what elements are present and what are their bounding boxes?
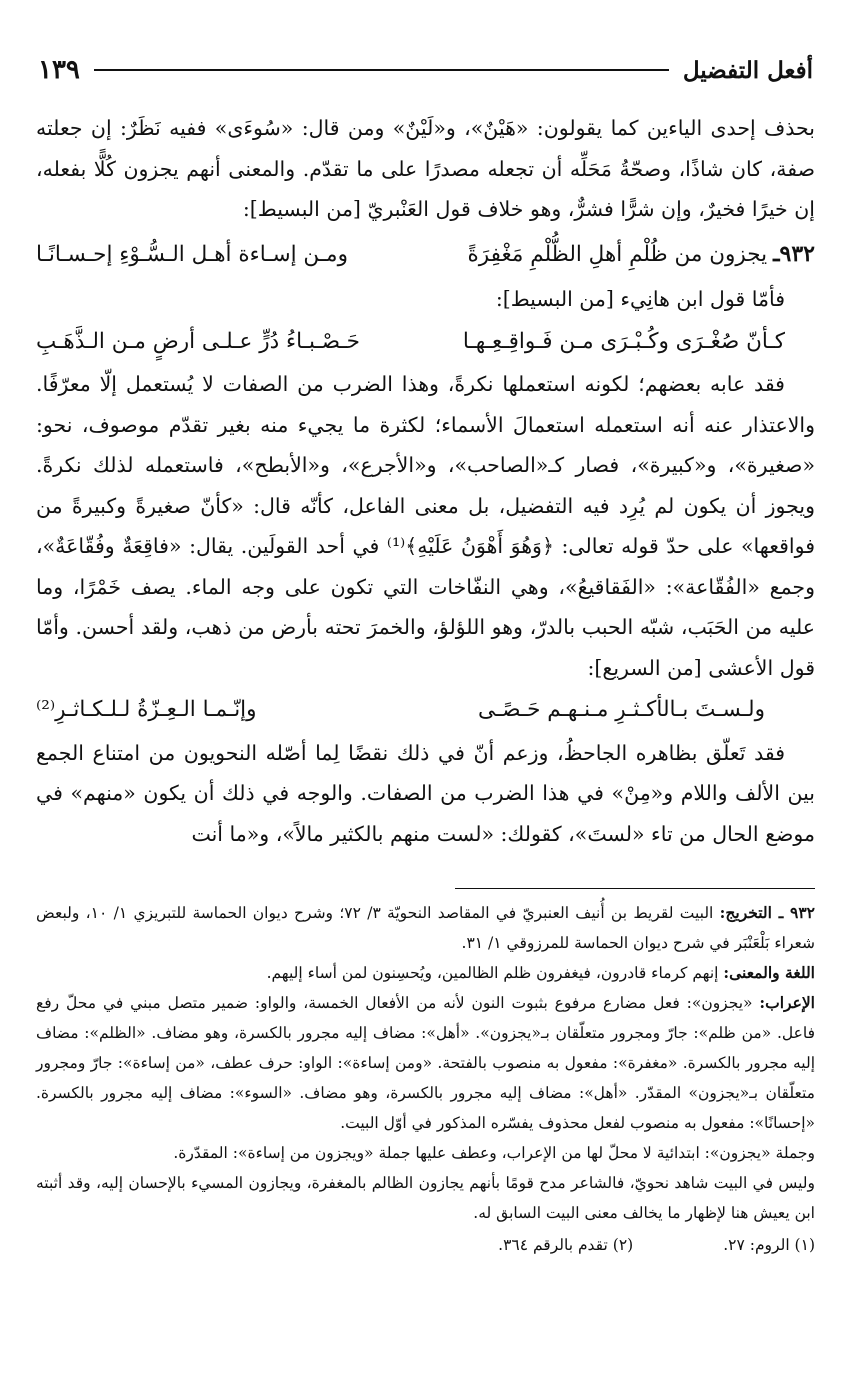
verse-number: ٩٣٢ـ [773, 240, 815, 267]
takhrij-label: ٩٣٢ ـ التخريج: [719, 903, 816, 922]
numbered-notes [36, 1230, 815, 1260]
footnote-jumla: وجملة «يجزون»: ابتدائية لا محلّ لها من الإعراب، وعطف عليها جملة «ويجزون من إساءة»: المقدّرة. [173, 1144, 815, 1162]
verse-932 [36, 234, 815, 276]
page-header [38, 50, 813, 90]
footnote-separator [455, 888, 815, 889]
footnote-takhrij [36, 898, 815, 958]
verse-ibn-hani-first-hemistich: كـأنّ صُغْـرَى وكُـبْـرَى مـن فَـواقِـعِـهـا [462, 328, 785, 354]
header-rule [94, 69, 669, 71]
lugha-text: إنهم كرماء قادرون، فيغفرون ظلم الظالمين، ويُحسِنون لمن أساء إليهم. [266, 964, 724, 982]
page-number: ١٣٩ [38, 55, 80, 85]
takhrij-text: البيت لقريط بن أُنيف العنبريّ في المقاصد النحويّة ٣/ ٧٢؛ وشرح ديوان الحماسة للتبريزي ١/ ١٠، ولبعض شعراء بَلْعَنْبَر في شرح ديوان الحماسة للمرزوقي ١/ ٣١. [36, 904, 815, 952]
verse-ibn-hani [36, 322, 815, 363]
paragraph-3: فقد عابه بعضهم؛ لكونه استعملها نكرةً، وهذا الضرب من الصفات لا يُستعمل إلّا معرّفًا. والاعتذار عنه أنه استعمله استعمالَ الأسماء؛ لكثرة ما يجيء منه بغير تقدّم موصوف، نحو: «صغيرة»، و«كبيرة»، فصار كـ«الصاحب»، و«الأجرع»، و«الأبطح»، فاستعمله لذلك نكرةً. ويجوز أن يكون لم يُرِد فيه التفضيل، بل معنى الفاعل، كأنّه قال: «كأنّ صغيرةً وكبيرةً من فواقعها» على حدّ قوله تعالى: ﴿وَهُوَ أَهْوَنُ عَلَيْهِ﴾⁽¹⁾ في أحد القولَين. يقال: «فاقِعَةٌ وفُقّاعَةٌ»، وجمع «الفُقّاعة»: «الفَقاقيعُ»، وهي النفّاخات التي تكون على وجه الماء. يصف خَمْرًا، وما عليه من الحَبَب، شبّه الحبب بالدرّ، وهو اللؤلؤ، والخمرَ تحته بأرض من ذهب، ولقد أحسن. وأمّا قول الأعشى [من السريع]: [36, 372, 816, 680]
main-text [36, 108, 815, 854]
footnote-irab [36, 988, 815, 1138]
paragraph-1: بحذف إحدى الياءين كما يقولون: «هَيْنٌ»، و«لَيْنٌ» ومن قال: «سُوءَى» ففيه نَظَرٌ: إن جعلته صفة، كان شاذًا، وصحّةُ مَحَلِّه أن تجعله مصدرًا على ما تقدّم. والمعنى أنهم يجزون كُلًّا بفعله، إن خيرًا فخيرٌ، وإن شرًّا فشرٌّ، وهو خلاف قول العَنْبريّ [من البسيط]: [36, 116, 815, 221]
verse-ibn-hani-second-hemistich: حَـصْـبـاءُ دُرٍّ عـلـى أرضٍ مـن الـذَّهَـبِ [36, 328, 360, 354]
irab-text: «يجزون»: فعل مضارع مرفوع بثبوت النون لأنه من الأفعال الخمسة، والواو: ضمير متصل مبني في محلّ رفع فاعل. «من ظلم»: جارّ ومجرور متعلّقان بـ«يجزون». «أهل»: مضاف إليه مجرور بالكسرة، وهو مضاف. «الظلم»: مضاف إليه مجرور بالكسرة. «مغفرة»: مفعول به منصوب بالفتحة. «ومن إساءة»: الواو: حرف عطف، «من إساءة»: جارّ ومجرور متعلّقان بـ«يجزون» المقدّر. «أهل»: مضاف إليه مجرور بالكسرة، وهو مضاف. «السوء»: مضاف إليه مجرور بالكسرة. «إحسانًا»: مفعول به منصوب لفعل محذوف يفسّره المذكور في أوّل البيت. [36, 994, 815, 1132]
running-title: أفعل التفضيل [682, 56, 813, 84]
verse-932-second-hemistich: ومـن إسـاءة أهـل الـسُّـوْءِ إحـسـانًـا [36, 241, 348, 267]
verse-al-asha-second-hemistich: وإنّـمـا الـعِـزّةُ لـلـكـاثـرِ⁽²⁾ [36, 697, 257, 722]
note-1: (١) الروم: ٢٧. [723, 1236, 815, 1254]
verse-932-first-hemistich: يجزون من ظُلْمِ أهلِ الظُّلْمِ مَغْفِرَةً [467, 241, 768, 267]
irab-label: الإعراب: [759, 993, 815, 1012]
paragraph-2: فأمّا قول ابن هانِيء [من البسيط]: [495, 287, 785, 311]
verse-al-asha-first-hemistich: ولـسـتَ بـالأكـثـرِ مـنـهـم حَـصًـى [477, 697, 765, 722]
footnotes [36, 898, 815, 1260]
lugha-label: اللغة والمعنى: [723, 963, 815, 982]
footnote-shahid: وليس في البيت شاهد نحويّ، فالشاعر مدح قومًا بأنهم يجازون الظالم بالمغفرة، ويجازون المسيء بالإحسان إليه، وقد أثبته ابن يعيش هنا لإظهار ما يخالف معنى البيت السابق له. [36, 1174, 815, 1222]
note-2: (٢) تقدم بالرقم ٣٦٤. [498, 1236, 634, 1254]
paragraph-4: فقد تَعلّق بظاهره الجاحظُ، وزعم أنّ في ذلك نقضًا لِما أصّله النحويون من امتناع الجمع بين الألف واللام و«مِنْ» في هذا الضرب من الصفات. والوجه في ذلك أن يكون «منهم» في موضع الحال من تاء «لستَ»، كقولك: «لست منهم بالكثير مالاً»، و«ما أنت [36, 740, 815, 846]
verse-al-asha [36, 690, 815, 731]
footnote-lugha [36, 958, 815, 988]
